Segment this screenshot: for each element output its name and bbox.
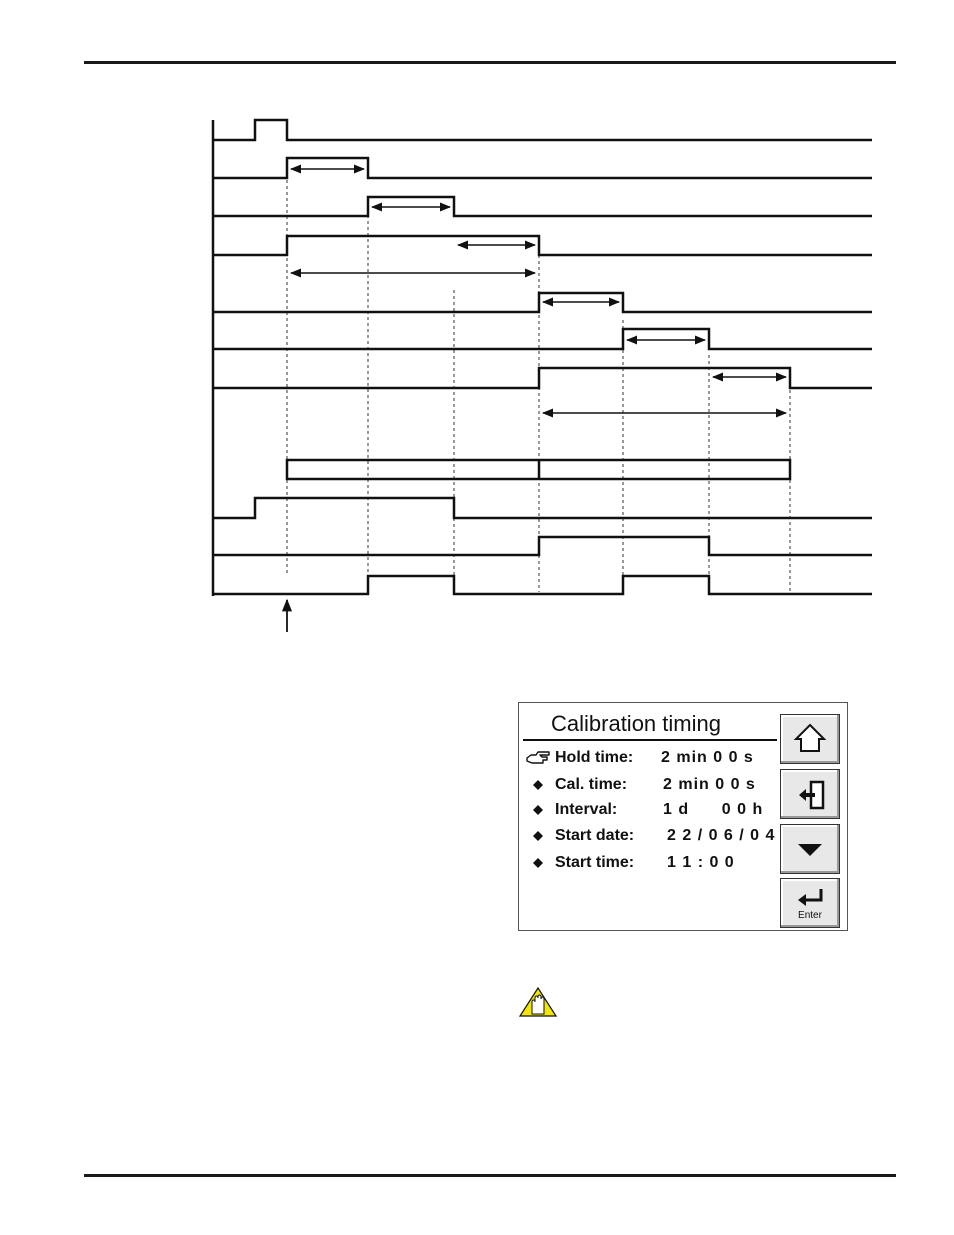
down-arrow-icon xyxy=(781,825,839,873)
setting-label: Interval: xyxy=(555,801,618,818)
setting-value: 1 d 0 0 h xyxy=(663,801,764,818)
setting-row-interval[interactable] xyxy=(525,801,775,823)
setting-row-hold-time[interactable] xyxy=(525,749,775,771)
down-button[interactable] xyxy=(780,824,840,874)
signal-trace xyxy=(213,293,872,312)
diamond-bullet-icon xyxy=(525,776,551,801)
enter-button[interactable] xyxy=(780,878,840,928)
setting-label: Hold time: xyxy=(555,749,634,766)
setting-label: Cal. time: xyxy=(555,776,628,793)
signal-trace xyxy=(213,120,872,140)
enter-button-label: Enter xyxy=(798,910,822,921)
signal-trace xyxy=(213,236,872,255)
setting-row-cal-time[interactable] xyxy=(525,776,775,798)
diamond-bullet-icon xyxy=(525,827,551,852)
setting-value: 2 min 0 0 s xyxy=(661,749,754,766)
setting-value: 2 min 0 0 s xyxy=(663,776,756,793)
setting-value: 2 2 / 0 6 / 0 4 xyxy=(667,827,776,844)
setting-row-start-time[interactable] xyxy=(525,854,775,876)
signal-trace xyxy=(213,329,872,349)
setting-label: Start time: xyxy=(555,854,635,871)
signal-trace xyxy=(213,197,872,216)
setting-row-start-date[interactable] xyxy=(525,827,780,849)
enter-icon xyxy=(781,879,839,911)
exit-icon xyxy=(781,770,839,818)
signal-trace xyxy=(213,158,872,178)
signal-trace xyxy=(213,498,872,518)
panel-title: Calibration timing xyxy=(551,711,721,736)
signal-trace xyxy=(213,537,872,555)
bottom-rule xyxy=(84,1174,896,1177)
home-icon xyxy=(781,715,839,763)
exit-button[interactable] xyxy=(780,769,840,819)
setting-label: Start date: xyxy=(555,827,635,844)
panel-title-rule xyxy=(523,739,777,741)
signal-trace xyxy=(213,368,872,388)
pointing-hand-icon xyxy=(525,749,551,774)
diamond-bullet-icon xyxy=(525,854,551,879)
setting-value: 1 1 : 0 0 xyxy=(667,854,735,871)
signal-trace xyxy=(213,576,872,594)
diamond-bullet-icon xyxy=(525,801,551,826)
caution-hand-icon xyxy=(518,986,558,1018)
home-button[interactable] xyxy=(780,714,840,764)
calibration-timing-panel xyxy=(518,702,848,931)
